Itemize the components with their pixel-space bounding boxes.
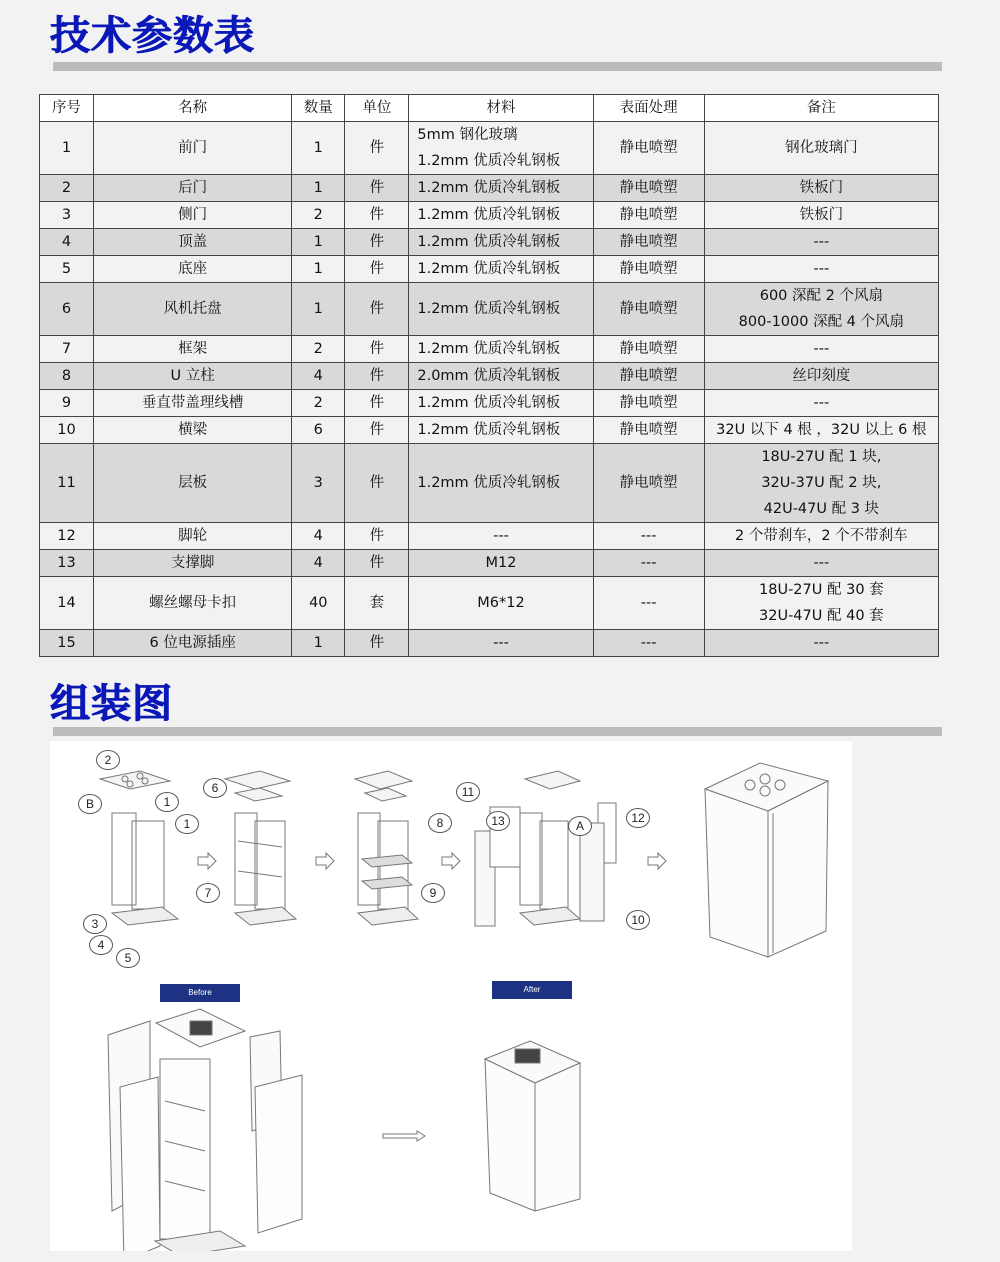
cell-unit: 件 — [345, 444, 409, 523]
cell-no: 6 — [40, 283, 94, 336]
step3-cabinet-rack-icon — [355, 771, 418, 925]
cell-name: 支撑脚 — [94, 550, 292, 577]
cell-material: 1.2mm 优质冷轧钢板 — [409, 229, 593, 256]
header-surface: 表面处理 — [593, 95, 704, 122]
cell-note: --- — [704, 336, 938, 363]
material-line: 1.2mm 优质冷轧钢板 — [417, 153, 561, 169]
finished-cabinet-icon — [705, 763, 828, 957]
cell-surface: --- — [593, 550, 704, 577]
note-line: 800-1000 深配 4 个风扇 — [738, 314, 905, 330]
cell-surface: 静电喷塑 — [593, 256, 704, 283]
table-row — [40, 363, 939, 390]
cell-surface: --- — [593, 630, 704, 657]
cell-surface: --- — [593, 523, 704, 550]
cell-name: U 立柱 — [94, 363, 292, 390]
assembly-section-title: 组装图 — [50, 681, 173, 727]
cell-note: --- — [704, 390, 938, 417]
cell-name: 底座 — [94, 256, 292, 283]
cell-surface: 静电喷塑 — [593, 122, 704, 175]
cell-material: 2.0mm 优质冷轧钢板 — [409, 363, 593, 390]
cell-surface: 静电喷塑 — [593, 283, 704, 336]
cell-name: 后门 — [94, 175, 292, 202]
table-header-row — [40, 95, 939, 122]
header-no: 序号 — [40, 95, 94, 122]
note-line: 18U-27U 配 1 块, — [761, 449, 882, 465]
callout-12: 12 — [626, 808, 650, 828]
cell-no: 11 — [40, 444, 94, 523]
note-line: 18U-27U 配 30 套 — [759, 582, 884, 598]
cell-unit: 套 — [345, 577, 409, 630]
header-note: 备注 — [704, 95, 938, 122]
cell-material: M12 — [409, 550, 593, 577]
callout-7: 7 — [196, 883, 220, 903]
cell-qty: 4 — [292, 523, 345, 550]
title-underline-bar — [53, 727, 942, 736]
cell-unit: 件 — [345, 336, 409, 363]
cell-no: 8 — [40, 363, 94, 390]
cell-material: 1.2mm 优质冷轧钢板 — [409, 202, 593, 229]
cell-name: 前门 — [94, 122, 292, 175]
cell-qty: 1 — [292, 122, 345, 175]
cell-name: 顶盖 — [94, 229, 292, 256]
after-badge: After — [492, 981, 572, 999]
callout-2: 2 — [96, 750, 120, 770]
cell-unit: 件 — [345, 630, 409, 657]
cell-qty: 2 — [292, 202, 345, 229]
cell-material: 1.2mm 优质冷轧钢板 — [409, 444, 593, 523]
note-line: 32U-47U 配 40 套 — [759, 608, 884, 624]
cell-no: 14 — [40, 577, 94, 630]
cell-name: 脚轮 — [94, 523, 292, 550]
header-name: 名称 — [94, 95, 292, 122]
cell-material: 1.2mm 优质冷轧钢板 — [409, 390, 593, 417]
cell-note — [704, 444, 938, 523]
cell-unit: 件 — [345, 363, 409, 390]
note-line: 42U-47U 配 3 块 — [763, 501, 880, 517]
callout-A: A — [568, 816, 592, 836]
callout-1: 1 — [155, 792, 179, 812]
cell-qty: 3 — [292, 444, 345, 523]
step4-cabinet-doors-icon — [475, 771, 616, 926]
cell-name: 垂直带盖理线槽 — [94, 390, 292, 417]
cell-unit: 件 — [345, 229, 409, 256]
cell-material: --- — [409, 630, 593, 657]
cell-no: 15 — [40, 630, 94, 657]
arrow-right-icon — [648, 853, 666, 869]
cell-note: 丝印刻度 — [704, 363, 938, 390]
arrow-right-icon — [316, 853, 334, 869]
cell-surface: 静电喷塑 — [593, 417, 704, 444]
table-row — [40, 444, 939, 523]
cell-qty: 1 — [292, 630, 345, 657]
cell-qty: 1 — [292, 229, 345, 256]
table-row — [40, 390, 939, 417]
step2-cabinet-frame-icon — [225, 771, 296, 925]
cell-no: 10 — [40, 417, 94, 444]
cell-name: 风机托盘 — [94, 283, 292, 336]
table-row — [40, 336, 939, 363]
cell-surface: 静电喷塑 — [593, 363, 704, 390]
cell-unit: 件 — [345, 122, 409, 175]
arrow-right-icon — [198, 853, 216, 869]
assembly-diagram — [50, 741, 852, 1251]
cell-no: 4 — [40, 229, 94, 256]
callout-8: 8 — [428, 813, 452, 833]
cell-name: 框架 — [94, 336, 292, 363]
callout-5: 5 — [116, 948, 140, 968]
cell-note: 铁板门 — [704, 202, 938, 229]
cell-note: 钢化玻璃门 — [704, 122, 938, 175]
table-row — [40, 417, 939, 444]
cell-material: 1.2mm 优质冷轧钢板 — [409, 417, 593, 444]
cell-no: 2 — [40, 175, 94, 202]
cell-unit: 件 — [345, 550, 409, 577]
cell-surface: 静电喷塑 — [593, 175, 704, 202]
header-material: 材料 — [409, 95, 593, 122]
table-row — [40, 256, 939, 283]
cell-note: 铁板门 — [704, 175, 938, 202]
before-exploded-cabinet-icon — [108, 1009, 302, 1251]
cell-surface: 静电喷塑 — [593, 390, 704, 417]
cell-qty: 4 — [292, 550, 345, 577]
callout-10: 10 — [626, 910, 650, 930]
cell-name: 6 位电源插座 — [94, 630, 292, 657]
cell-unit: 件 — [345, 202, 409, 229]
cell-material: --- — [409, 523, 593, 550]
cell-name: 横梁 — [94, 417, 292, 444]
cell-qty: 40 — [292, 577, 345, 630]
table-row — [40, 550, 939, 577]
cell-unit: 件 — [345, 283, 409, 336]
cell-material: 1.2mm 优质冷轧钢板 — [409, 256, 593, 283]
cell-note: --- — [704, 550, 938, 577]
table-row — [40, 630, 939, 657]
before-badge: Before — [160, 984, 240, 1002]
cell-note: 32U 以下 4 根 ，32U 以上 6 根 — [704, 417, 938, 444]
callout-B: B — [78, 794, 102, 814]
cell-no: 13 — [40, 550, 94, 577]
table-row — [40, 229, 939, 256]
cell-no: 9 — [40, 390, 94, 417]
cell-no: 3 — [40, 202, 94, 229]
cell-note: --- — [704, 229, 938, 256]
note-line: 32U-37U 配 2 块, — [761, 475, 882, 491]
table-row — [40, 283, 939, 336]
cell-surface: 静电喷塑 — [593, 444, 704, 523]
cell-unit: 件 — [345, 390, 409, 417]
table-row — [40, 175, 939, 202]
cell-no: 12 — [40, 523, 94, 550]
callout-4: 4 — [89, 935, 113, 955]
arrow-right-icon — [383, 1131, 425, 1141]
cell-note: --- — [704, 256, 938, 283]
cell-unit: 件 — [345, 523, 409, 550]
table-row — [40, 202, 939, 229]
cell-qty: 2 — [292, 336, 345, 363]
cell-qty: 6 — [292, 417, 345, 444]
spec-section-title: 技术参数表 — [50, 13, 255, 59]
callout-3: 3 — [83, 914, 107, 934]
cell-material — [409, 122, 593, 175]
table-row — [40, 122, 939, 175]
table-row — [40, 523, 939, 550]
callout-13: 13 — [486, 811, 510, 831]
cell-qty: 4 — [292, 363, 345, 390]
cell-material: 1.2mm 优质冷轧钢板 — [409, 283, 593, 336]
cell-qty: 1 — [292, 256, 345, 283]
arrow-right-icon — [442, 853, 460, 869]
cell-note — [704, 577, 938, 630]
header-qty: 数量 — [292, 95, 345, 122]
cell-unit: 件 — [345, 175, 409, 202]
callout-9: 9 — [421, 883, 445, 903]
cell-note — [704, 283, 938, 336]
cell-name: 侧门 — [94, 202, 292, 229]
cell-note: 2 个带刹车，2 个不带刹车 — [704, 523, 938, 550]
callout-6: 6 — [203, 778, 227, 798]
cell-unit: 件 — [345, 417, 409, 444]
title-underline-bar — [53, 62, 942, 71]
cell-qty: 1 — [292, 175, 345, 202]
spec-table — [39, 94, 939, 657]
cell-no: 7 — [40, 336, 94, 363]
cell-surface: 静电喷塑 — [593, 202, 704, 229]
cell-unit: 件 — [345, 256, 409, 283]
cell-material: M6*12 — [409, 577, 593, 630]
callout-11: 11 — [456, 782, 480, 802]
after-assembled-cabinet-icon — [485, 1041, 580, 1211]
cell-note: --- — [704, 630, 938, 657]
cell-material: 1.2mm 优质冷轧钢板 — [409, 175, 593, 202]
cell-surface: 静电喷塑 — [593, 336, 704, 363]
cell-material: 1.2mm 优质冷轧钢板 — [409, 336, 593, 363]
cell-no: 1 — [40, 122, 94, 175]
header-unit: 单位 — [345, 95, 409, 122]
table-row — [40, 577, 939, 630]
cell-surface: --- — [593, 577, 704, 630]
cell-surface: 静电喷塑 — [593, 229, 704, 256]
cell-name: 螺丝螺母卡扣 — [94, 577, 292, 630]
cell-qty: 1 — [292, 283, 345, 336]
note-line: 600 深配 2 个风扇 — [759, 288, 883, 304]
cell-no: 5 — [40, 256, 94, 283]
cell-qty: 2 — [292, 390, 345, 417]
cell-name: 层板 — [94, 444, 292, 523]
material-line: 5mm 钢化玻璃 — [417, 127, 518, 143]
callout-1: 1 — [175, 814, 199, 834]
